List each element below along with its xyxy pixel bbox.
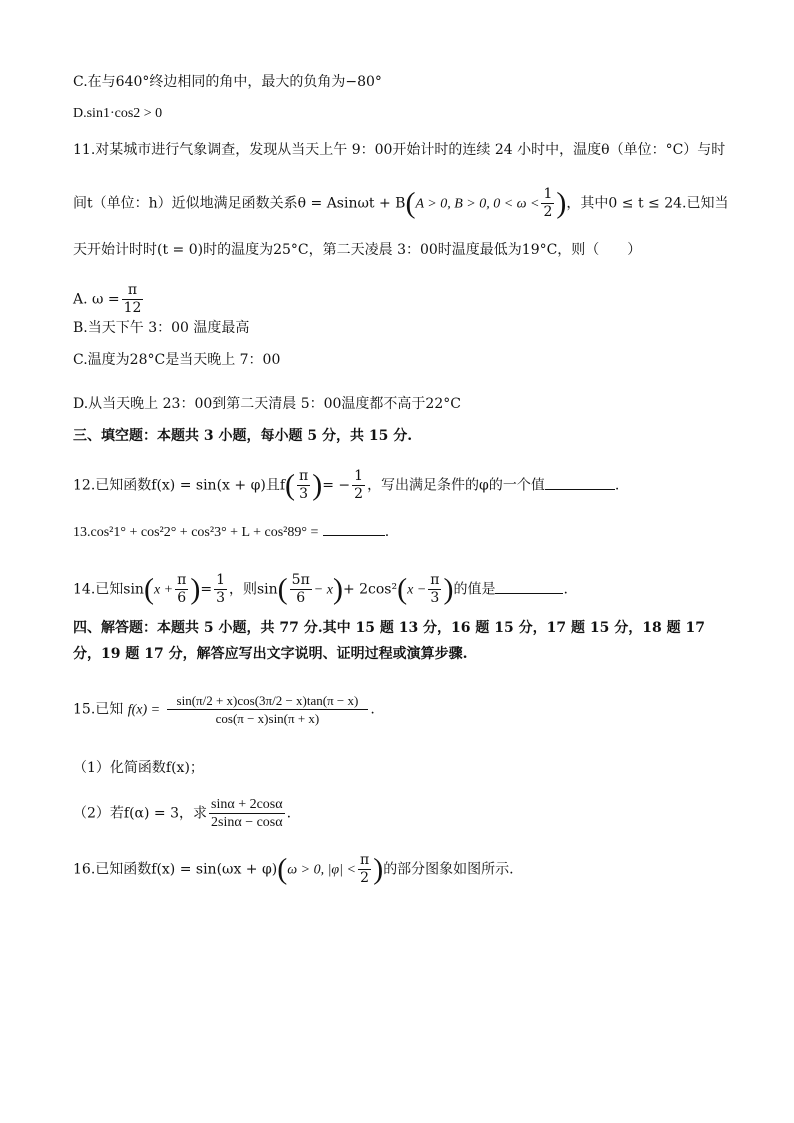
q14-pi6-fraction [175, 572, 188, 607]
q12-post: ，写出满足条件的φ的一个值 [367, 477, 545, 494]
q13-text: 13.cos²1° + cos²2° + cos²3° + L + cos²89° = [73, 525, 319, 540]
q15-part2-num: sinα + 2cosα [211, 797, 283, 812]
q12-pre: 12.已知函数f(x) = sin(x + φ)且f [73, 477, 286, 494]
q14-post: 的值是 [453, 581, 496, 598]
q10-option-c: C.在与640°终边相同的角中，最大的负角为−80° [73, 74, 382, 90]
q14 [73, 572, 568, 607]
q14-x-plus: x + [153, 582, 174, 598]
q14-5pi6-den: 6 [296, 590, 306, 606]
q12-paren-left: ( [285, 468, 296, 502]
q15-denominator: cos(π − x)sin(π + x) [215, 711, 320, 726]
q11-option-a [73, 282, 145, 317]
q14-5pi6-num: 5π [291, 572, 310, 588]
q11-pi12-den: 12 [123, 300, 142, 316]
q14-paren3-right: ) [443, 572, 454, 606]
q16-pi2-num: π [359, 852, 370, 868]
q14-5pi6-fraction [290, 572, 312, 607]
q12-pi3-den: 3 [299, 486, 309, 502]
q14-pi3-den: 3 [430, 590, 440, 606]
q15-part2-pre: （2）若f(α) = 3，求 [73, 805, 208, 822]
q12-half-fraction [352, 468, 365, 503]
q16-pre: 16.已知函数f(x) = sin(ωx + φ) [73, 861, 278, 878]
q16-pi2-den: 2 [360, 870, 370, 886]
q15-main-fraction [167, 692, 369, 727]
q11-option-c: C.温度为28°C是当天晚上 7：00 [73, 352, 281, 368]
q11-stem-line1: 11.对某城市进行气象调查，发现从当天上午 9：00开始计时的连续 24 小时中，温度θ（单位：°C）与时 [73, 142, 726, 158]
q15-part2-den: 2sinα − cosα [211, 815, 283, 830]
q11-half-fraction [541, 186, 554, 221]
q11-paren-left: ( [405, 186, 416, 220]
q14-end: . [563, 581, 568, 598]
q14-third-fraction [214, 572, 227, 607]
section4-heading-line2: 分，19 题 17 分，解答应写出文字说明、证明过程或演算步骤. [73, 646, 468, 662]
q15-fx: f(x) = [127, 702, 161, 718]
section3-heading: 三、填空题：本题共 3 小题，每小题 5 分，共 15 分. [73, 428, 413, 444]
q15-pre: 15.已知 [73, 701, 124, 718]
q11-half-num: 1 [543, 186, 553, 202]
section4-heading-line1: 四、解答题：本题共 5 小题，共 77 分.其中 15 题 13 分，16 题 15 分，17 题 15 分，18 题 17 [73, 620, 705, 636]
q14-third-den: 3 [216, 590, 225, 606]
q11-option-a-pre: A. ω = [73, 291, 120, 308]
q11-condition: A > 0, B > 0, 0 < ω < [415, 196, 540, 212]
q12-half-den: 2 [354, 486, 364, 502]
q12-end: . [614, 477, 620, 494]
q12-paren-right: ) [312, 468, 323, 502]
q14-answer-blank[interactable] [495, 593, 563, 594]
q14-pi3-fraction [428, 572, 441, 607]
q16-post: 的部分图象如图所示. [383, 861, 514, 878]
q13-end: . [384, 524, 390, 540]
q15-part1: （1）化简函数f(x)； [73, 760, 204, 776]
q14-paren1-right: ) [190, 572, 201, 606]
q12-half-num: 1 [354, 468, 364, 484]
q14-paren2-left: ( [277, 572, 288, 606]
q11-pi12-num: π [122, 282, 144, 300]
q15-part2-fraction [209, 796, 285, 831]
q14-mid2: + 2cos² [342, 581, 398, 598]
q15-end: . [370, 701, 375, 718]
q14-third-num: 1 [216, 572, 225, 588]
q12-pi3-num: π [299, 468, 309, 484]
q13 [73, 522, 389, 543]
q11-half-den: 2 [543, 204, 553, 220]
q11-line2-post: ，其中0 ≤ t ≤ 24.已知当 [566, 195, 729, 212]
q14-x-minus: x − [407, 582, 427, 598]
q13-answer-blank[interactable] [323, 535, 385, 536]
q14-paren2-right: ) [332, 572, 343, 606]
q14-pre: 14.已知sin [73, 581, 144, 598]
q12-answer-blank[interactable] [545, 489, 615, 490]
q16-paren-left: ( [277, 852, 288, 886]
q15-part2-end: . [286, 805, 292, 822]
q14-minus-x: − x [313, 582, 333, 598]
q14-mid: ，则sin [228, 581, 278, 598]
q11-paren-right: ) [556, 186, 567, 220]
q12 [73, 468, 619, 503]
q14-pi6-num: π [177, 572, 187, 588]
q16-paren-right: ) [373, 852, 384, 886]
q15-numerator: sin(π/2 + x)cos(3π/2 − x)tan(π − x) [167, 692, 369, 710]
q14-pi6-den: 6 [177, 590, 187, 606]
q11-option-b: B.当天下午 3：00 温度最高 [73, 320, 250, 336]
q16 [73, 852, 514, 887]
q16-pi2-fraction [358, 852, 371, 887]
q14-paren1-left: ( [143, 572, 154, 606]
q11-pi12-fraction [122, 282, 144, 317]
q10-option-d: D.sin1·cos2 > 0 [73, 106, 163, 121]
q12-pi3-fraction [297, 468, 310, 503]
q11-stem-line3: 天开始计时时(t = 0)时的温度为25°C，第二天凌晨 3：00时温度最低为19°C，则（ ） [73, 242, 642, 258]
q12-mid: = − [322, 477, 351, 494]
q15-part2 [73, 796, 291, 831]
q14-pi3-num: π [430, 572, 440, 588]
q11-stem-line2 [73, 186, 728, 221]
q11-option-d: D.从当天晚上 23：00到第二天清晨 5：00温度都不高于22°C [73, 396, 461, 412]
q14-paren3-left: ( [397, 572, 408, 606]
q11-line2-pre: 间t（单位：h）近似地满足函数关系θ = Asinωt + B [73, 195, 406, 212]
q16-cond: ω > 0, |φ| < [287, 862, 356, 878]
q15 [73, 692, 375, 727]
q14-eq: = [200, 581, 213, 598]
